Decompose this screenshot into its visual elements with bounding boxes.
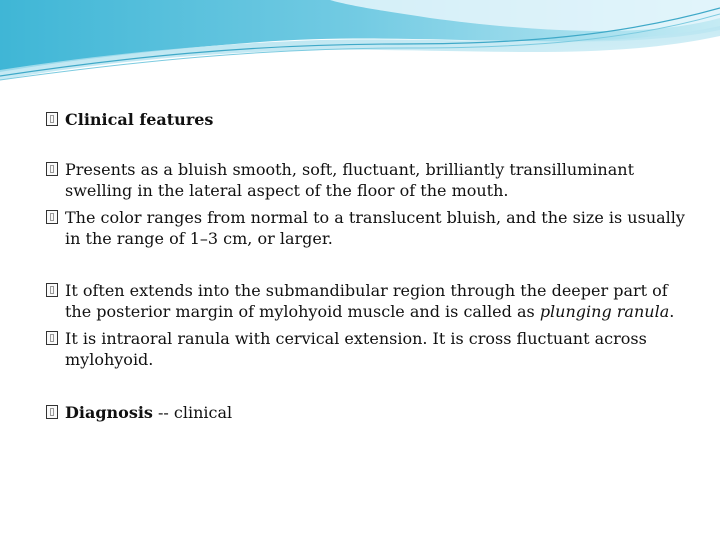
bullet-text-suffix: .	[669, 302, 675, 321]
bullet-presentation	[46, 159, 686, 201]
square-bullet-icon	[46, 331, 58, 345]
bullet-text: Presents as a bluish smooth, soft, fluctuant, brilliantly transilluminant swelling in the lateral aspect of the floor of the mouth.	[65, 160, 635, 200]
heading-diagnosis: Diagnosis	[65, 403, 153, 422]
bullet-color-size	[46, 207, 686, 249]
square-bullet-icon	[46, 405, 58, 419]
bullet-text: It is intraoral ranula with cervical extension. It is cross fluctuant across mylohyoid.	[65, 329, 647, 369]
square-bullet-icon	[46, 283, 58, 297]
square-bullet-icon	[46, 162, 58, 176]
slide-content	[46, 109, 686, 423]
square-bullet-icon	[46, 210, 58, 224]
square-bullet-icon	[46, 112, 58, 126]
bullet-clinical-features	[46, 109, 686, 130]
diagnosis-text: -- clinical	[152, 403, 233, 422]
bullet-text: It often extends into the submandibular region through the deeper part of the posterior margin of mylohyoid muscle and is called as	[65, 281, 668, 321]
bullet-diagnosis	[46, 402, 686, 423]
heading-clinical-features: Clinical features	[65, 110, 214, 129]
header-banner	[0, 0, 720, 90]
bullet-text: The color ranges from normal to a translucent bluish, and the size is usually in the range of 1–3 cm, or larger.	[65, 208, 685, 248]
bullet-cervical-extension	[46, 328, 686, 370]
term-plunging-ranula: plunging ranula	[539, 302, 670, 321]
bullet-extension	[46, 280, 686, 322]
